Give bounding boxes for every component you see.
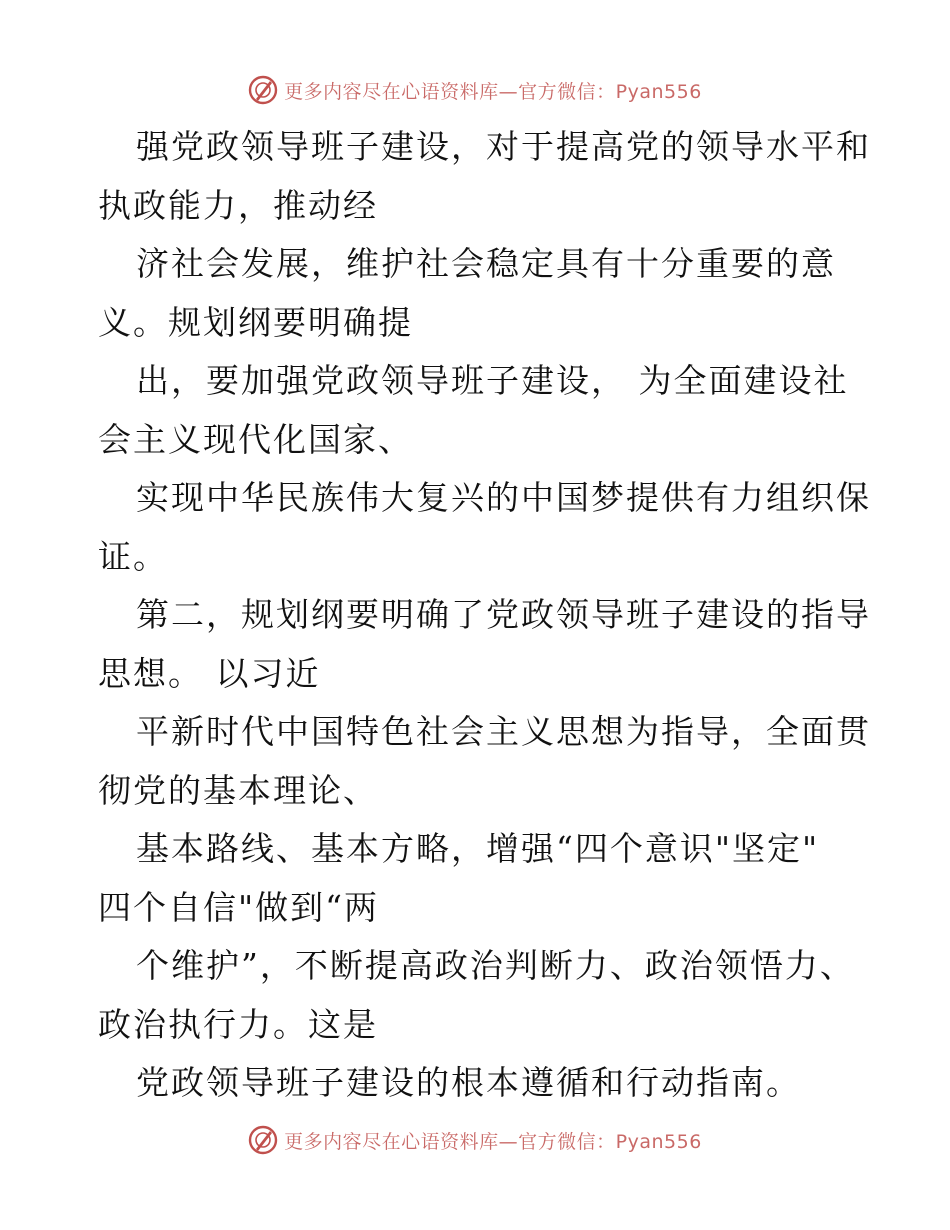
text-line: 出，要加强党政领导班子建设， 为全面建设社	[136, 361, 849, 400]
watermark-text: 更多内容尽在心语资料库—官方微信：Pyan556	[284, 1130, 702, 1153]
header-watermark	[0, 72, 950, 108]
text-line: 会主义现代化国家、	[98, 419, 413, 459]
pen-logo-icon	[248, 75, 278, 105]
text-line: 个维护”，不断提高政治判断力、政治领悟力、	[136, 946, 855, 985]
footer-watermark	[0, 1122, 950, 1158]
document-body	[98, 118, 871, 1113]
watermark-text: 更多内容尽在心语资料库—官方微信：Pyan556	[284, 80, 702, 103]
text-line: 政治执行力。这是	[98, 1004, 378, 1044]
text-line: 义。规划纲要明确提	[98, 302, 413, 342]
text-line: 济社会发展，维护社会稳定具有十分重要的意	[136, 244, 836, 283]
pen-logo-icon	[248, 1125, 278, 1155]
text-line: 四个自信"做到“两	[98, 887, 380, 927]
text-line: 第二，规划纲要明确了党政领导班子建设的指导	[136, 595, 871, 634]
text-line: 平新时代中国特色社会主义思想为指导，全面贯	[136, 712, 871, 751]
text-line: 基本路线、基本方略，增强“四个意识"坚定"	[136, 829, 820, 868]
text-line: 党政领导班子建设的根本遵循和行动指南。	[136, 1063, 801, 1102]
text-line: 强党政领导班子建设，对于提高党的领导水平和	[136, 127, 871, 166]
text-line: 证。	[98, 536, 168, 576]
text-line: 实现中华民族伟大复兴的中国梦提供有力组织保	[136, 478, 871, 517]
text-line: 思想。 以习近	[98, 653, 321, 693]
text-line: 彻党的基本理论、	[98, 770, 378, 810]
text-line: 执政能力，推动经	[98, 185, 378, 225]
